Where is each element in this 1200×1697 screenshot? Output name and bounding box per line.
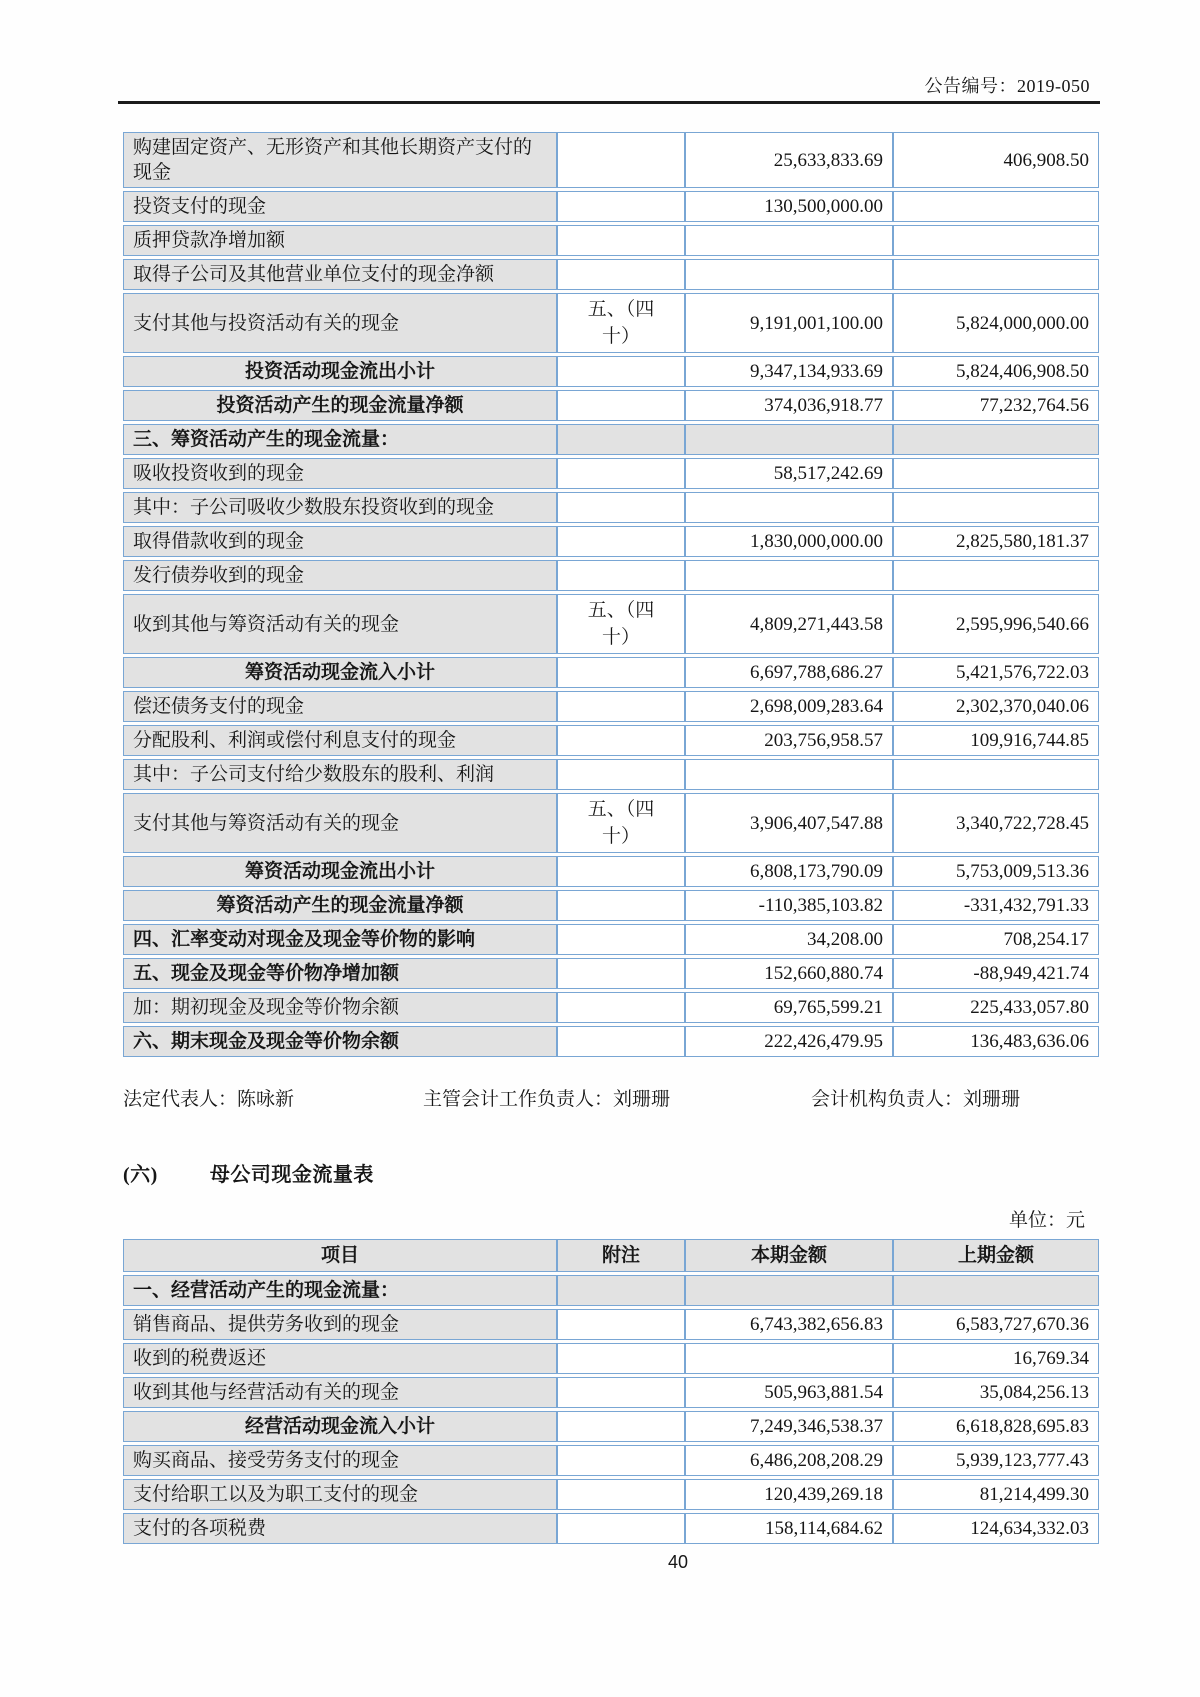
note-cell (557, 1343, 685, 1374)
current-amount-cell: 25,633,833.69 (685, 132, 893, 188)
current-amount-cell (685, 759, 893, 790)
note-cell (557, 293, 685, 353)
note-cell (557, 725, 685, 756)
prior-amount-cell: 81,214,499.30 (893, 1479, 1099, 1510)
table-row (123, 390, 1099, 421)
current-amount-cell: 3,906,407,547.88 (685, 793, 893, 853)
item-label-cell: 发行债券收到的现金 (123, 560, 557, 591)
table-row (123, 924, 1099, 955)
current-amount-cell (685, 1343, 893, 1374)
table-row (123, 1026, 1099, 1057)
page-number: 40 (668, 1552, 689, 1572)
table-row (123, 657, 1099, 688)
chief-accounting-officer: 主管会计工作负责人：刘珊珊 (423, 1089, 671, 1110)
current-amount-cell: 58,517,242.69 (685, 458, 893, 489)
announcement-number: 公告编号：2019-050 (924, 76, 1090, 96)
item-label-cell: 其中：子公司吸收少数股东投资收到的现金 (123, 492, 557, 523)
item-label-cell: 筹资活动现金流入小计 (123, 657, 557, 688)
current-amount-cell: 203,756,958.57 (685, 725, 893, 756)
prior-amount-cell: 2,825,580,181.37 (893, 526, 1099, 557)
table-row (123, 293, 1099, 353)
item-label-cell: 支付给职工以及为职工支付的现金 (123, 1479, 557, 1510)
note-cell (557, 890, 685, 921)
note-cell (557, 1513, 685, 1544)
column-header: 本期金额 (685, 1239, 893, 1272)
prior-amount-cell: 5,753,009,513.36 (893, 856, 1099, 887)
item-label-cell: 质押贷款净增加额 (123, 225, 557, 256)
current-amount-cell: 7,249,346,538.37 (685, 1411, 893, 1442)
prior-amount-cell (893, 225, 1099, 256)
note-cell (557, 1445, 685, 1476)
prior-amount-cell: 2,302,370,040.06 (893, 691, 1099, 722)
current-amount-cell (685, 1275, 893, 1306)
current-amount-cell: 158,114,684.62 (685, 1513, 893, 1544)
item-label-cell: 吸收投资收到的现金 (123, 458, 557, 489)
note-cell (557, 856, 685, 887)
item-label-cell: 取得子公司及其他营业单位支付的现金净额 (123, 259, 557, 290)
item-label-cell: 一、经营活动产生的现金流量： (123, 1275, 557, 1306)
item-label-cell: 经营活动现金流入小计 (123, 1411, 557, 1442)
current-amount-cell: 2,698,009,283.64 (685, 691, 893, 722)
note-cell (557, 958, 685, 989)
table-row (123, 1445, 1099, 1476)
item-label-cell: 四、汇率变动对现金及现金等价物的影响 (123, 924, 557, 955)
current-amount-cell: -110,385,103.82 (685, 890, 893, 921)
note-cell (557, 1377, 685, 1408)
prior-amount-cell (893, 424, 1099, 455)
note-cell (557, 1479, 685, 1510)
item-label-cell: 收到的税费返还 (123, 1343, 557, 1374)
signature-line (123, 1084, 1099, 1112)
table-row (123, 492, 1099, 523)
item-label-cell: 支付其他与投资活动有关的现金 (123, 293, 557, 353)
table-row (123, 992, 1099, 1023)
item-label-cell: 收到其他与筹资活动有关的现金 (123, 594, 557, 654)
note-cell (557, 924, 685, 955)
prior-amount-cell: 406,908.50 (893, 132, 1099, 188)
current-amount-cell (685, 225, 893, 256)
table-row (123, 759, 1099, 790)
table-row (123, 725, 1099, 756)
item-label-cell: 分配股利、利润或偿付利息支付的现金 (123, 725, 557, 756)
note-cell (557, 526, 685, 557)
note-reference: 五、（四十） (587, 299, 655, 347)
current-amount-cell: 120,439,269.18 (685, 1479, 893, 1510)
note-cell (557, 225, 685, 256)
note-cell (557, 1411, 685, 1442)
unit-label: 单位：元 (1008, 1210, 1085, 1231)
accounting-department-head: 会计机构负责人：刘珊珊 (811, 1089, 1021, 1110)
table-row (123, 526, 1099, 557)
prior-amount-cell (893, 259, 1099, 290)
item-label-cell: 收到其他与经营活动有关的现金 (123, 1377, 557, 1408)
parent-company-cash-flow-table (123, 1236, 1099, 1547)
item-label-cell: 投资活动产生的现金流量净额 (123, 390, 557, 421)
prior-amount-cell: 16,769.34 (893, 1343, 1099, 1374)
note-cell (557, 390, 685, 421)
table-row (123, 594, 1099, 654)
table-row (123, 225, 1099, 256)
note-cell (557, 356, 685, 387)
current-amount-cell: 152,660,880.74 (685, 958, 893, 989)
table-row (123, 1343, 1099, 1374)
column-header: 上期金额 (893, 1239, 1099, 1272)
current-amount-cell (685, 424, 893, 455)
section-index: (六) (123, 1164, 158, 1186)
note-cell (557, 759, 685, 790)
note-cell (557, 657, 685, 688)
item-label-cell: 支付其他与筹资活动有关的现金 (123, 793, 557, 853)
table-row (123, 856, 1099, 887)
item-label-cell: 销售商品、提供劳务收到的现金 (123, 1309, 557, 1340)
prior-amount-cell: 2,595,996,540.66 (893, 594, 1099, 654)
item-label-cell: 六、期末现金及现金等价物余额 (123, 1026, 557, 1057)
table-row (123, 1275, 1099, 1306)
prior-amount-cell: 225,433,057.80 (893, 992, 1099, 1023)
current-amount-cell: 6,697,788,686.27 (685, 657, 893, 688)
item-label-cell: 筹资活动产生的现金流量净额 (123, 890, 557, 921)
item-label-cell: 投资活动现金流出小计 (123, 356, 557, 387)
prior-amount-cell: 708,254.17 (893, 924, 1099, 955)
current-amount-cell: 34,208.00 (685, 924, 893, 955)
item-label-cell: 投资支付的现金 (123, 191, 557, 222)
section-title-text: 母公司现金流量表 (209, 1164, 374, 1186)
prior-amount-cell (893, 458, 1099, 489)
note-cell (557, 691, 685, 722)
prior-amount-cell (893, 1275, 1099, 1306)
current-amount-cell (685, 259, 893, 290)
prior-amount-cell (893, 759, 1099, 790)
prior-amount-cell: 5,824,406,908.50 (893, 356, 1099, 387)
prior-amount-cell: -331,432,791.33 (893, 890, 1099, 921)
column-header: 附注 (557, 1239, 685, 1272)
note-cell (557, 259, 685, 290)
item-label-cell: 五、现金及现金等价物净增加额 (123, 958, 557, 989)
section-title (123, 1158, 374, 1187)
cash-flow-table-continued (123, 129, 1099, 1060)
header-rule (118, 101, 1100, 104)
table-header-row (123, 1239, 1099, 1272)
current-amount-cell: 9,347,134,933.69 (685, 356, 893, 387)
note-cell (557, 793, 685, 853)
current-amount-cell: 374,036,918.77 (685, 390, 893, 421)
note-cell (557, 492, 685, 523)
prior-amount-cell: 136,483,636.06 (893, 1026, 1099, 1057)
table-row (123, 958, 1099, 989)
note-reference: 五、（四十） (587, 600, 655, 648)
item-label-cell: 其中：子公司支付给少数股东的股利、利润 (123, 759, 557, 790)
item-label-cell: 三、筹资活动产生的现金流量： (123, 424, 557, 455)
item-label-cell: 购买商品、接受劳务支付的现金 (123, 1445, 557, 1476)
note-cell (557, 1309, 685, 1340)
table-row (123, 691, 1099, 722)
prior-amount-cell (893, 492, 1099, 523)
note-cell (557, 424, 685, 455)
current-amount-cell: 6,486,208,208.29 (685, 1445, 893, 1476)
current-amount-cell: 9,191,001,100.00 (685, 293, 893, 353)
current-amount-cell (685, 560, 893, 591)
current-amount-cell: 130,500,000.00 (685, 191, 893, 222)
current-amount-cell: 1,830,000,000.00 (685, 526, 893, 557)
note-cell (557, 1026, 685, 1057)
item-label-cell: 偿还债务支付的现金 (123, 691, 557, 722)
table-row (123, 1411, 1099, 1442)
table-row (123, 1513, 1099, 1544)
note-cell (557, 594, 685, 654)
prior-amount-cell: 124,634,332.03 (893, 1513, 1099, 1544)
table-row (123, 1479, 1099, 1510)
table-row (123, 793, 1099, 853)
table-row (123, 356, 1099, 387)
current-amount-cell: 222,426,479.95 (685, 1026, 893, 1057)
prior-amount-cell: 6,583,727,670.36 (893, 1309, 1099, 1340)
current-amount-cell: 6,808,173,790.09 (685, 856, 893, 887)
prior-amount-cell: 109,916,744.85 (893, 725, 1099, 756)
prior-amount-cell (893, 191, 1099, 222)
note-reference: 五、（四十） (587, 799, 655, 847)
table-row (123, 458, 1099, 489)
prior-amount-cell: 3,340,722,728.45 (893, 793, 1099, 853)
table-row (123, 132, 1099, 188)
item-label-cell: 加：期初现金及现金等价物余额 (123, 992, 557, 1023)
item-label-cell: 筹资活动现金流出小计 (123, 856, 557, 887)
item-label-cell: 支付的各项税费 (123, 1513, 557, 1544)
prior-amount-cell: 5,421,576,722.03 (893, 657, 1099, 688)
prior-amount-cell: 6,618,828,695.83 (893, 1411, 1099, 1442)
item-label-cell: 购建固定资产、无形资产和其他长期资产支付的现金 (123, 132, 557, 188)
table-row (123, 1377, 1099, 1408)
current-amount-cell: 4,809,271,443.58 (685, 594, 893, 654)
note-cell (557, 992, 685, 1023)
current-amount-cell (685, 492, 893, 523)
table-row (123, 560, 1099, 591)
table-row (123, 191, 1099, 222)
current-amount-cell: 69,765,599.21 (685, 992, 893, 1023)
note-cell (557, 1275, 685, 1306)
current-amount-cell: 505,963,881.54 (685, 1377, 893, 1408)
table-row (123, 890, 1099, 921)
current-amount-cell: 6,743,382,656.83 (685, 1309, 893, 1340)
prior-amount-cell: 5,824,000,000.00 (893, 293, 1099, 353)
note-cell (557, 132, 685, 188)
legal-representative: 法定代表人：陈咏新 (123, 1089, 295, 1110)
table-row (123, 259, 1099, 290)
note-cell (557, 458, 685, 489)
table-row (123, 424, 1099, 455)
prior-amount-cell: 5,939,123,777.43 (893, 1445, 1099, 1476)
note-cell (557, 560, 685, 591)
item-label-cell: 取得借款收到的现金 (123, 526, 557, 557)
prior-amount-cell: -88,949,421.74 (893, 958, 1099, 989)
column-header: 项目 (123, 1239, 557, 1272)
table-row (123, 1309, 1099, 1340)
prior-amount-cell: 35,084,256.13 (893, 1377, 1099, 1408)
prior-amount-cell (893, 560, 1099, 591)
note-cell (557, 191, 685, 222)
prior-amount-cell: 77,232,764.56 (893, 390, 1099, 421)
